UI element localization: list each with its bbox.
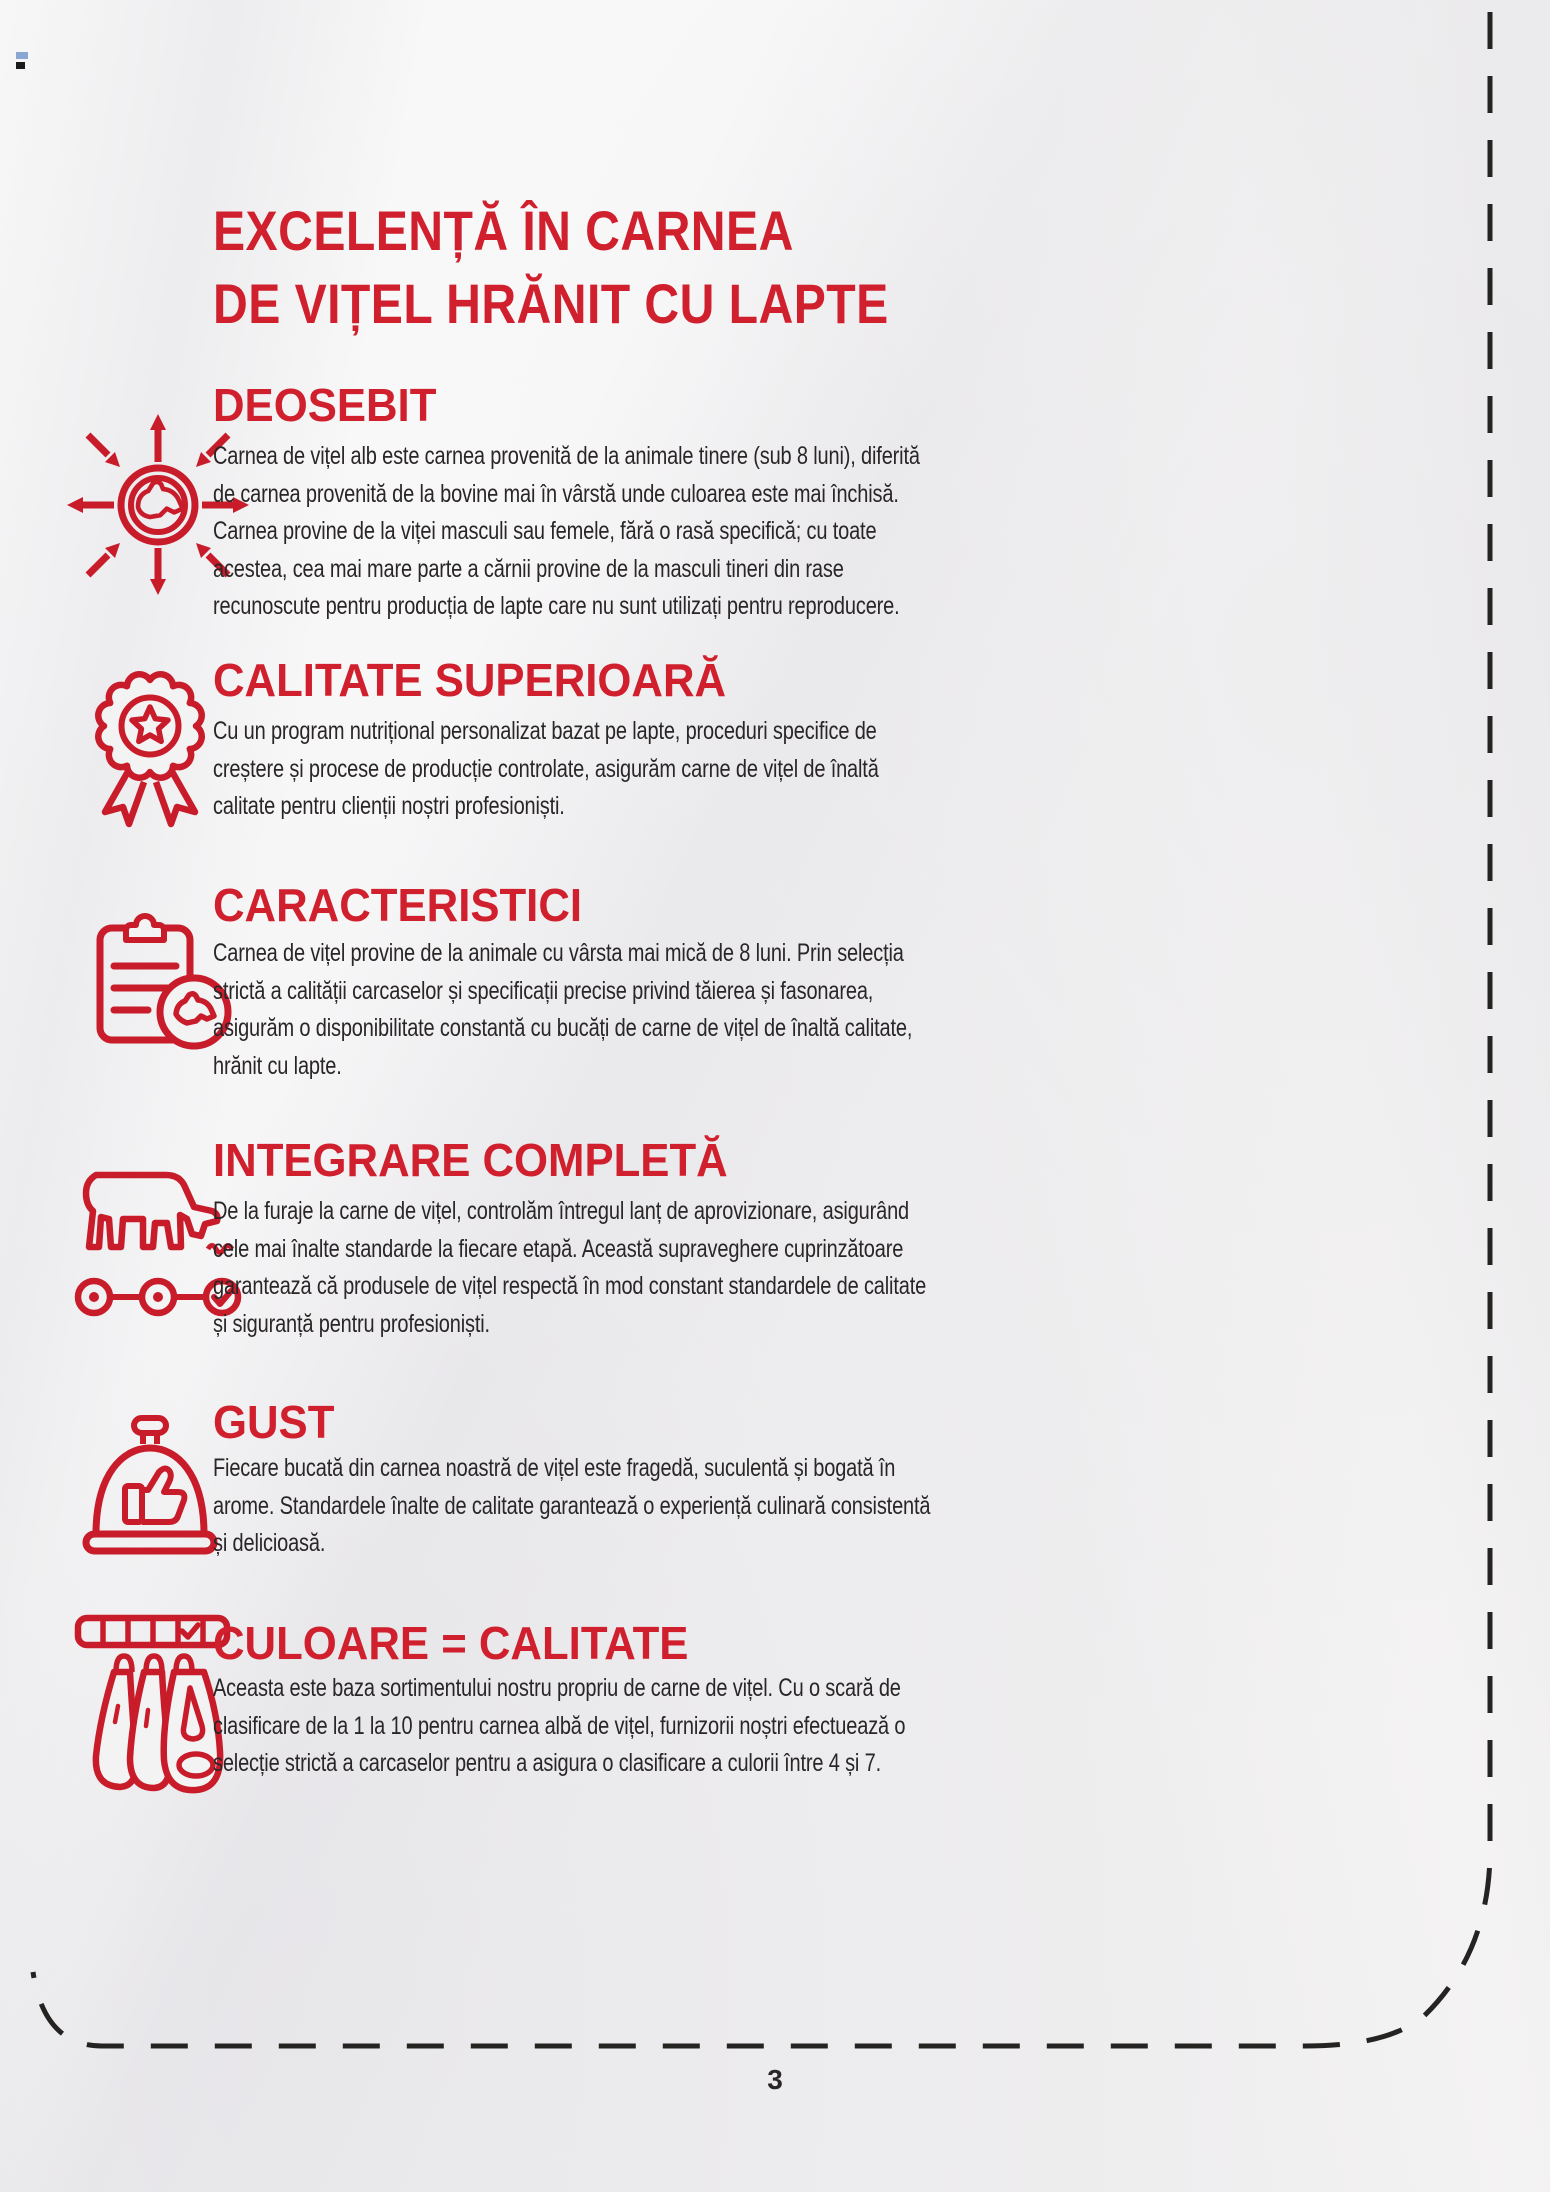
page-title (213, 194, 889, 340)
body-gust: Fiecare bucată din carnea noastră de vițel este fragedă, suculentă și bogată în arome. Standardele înalte de calitate garantează o experiență culinară consistentă și delicioasă. (213, 1454, 931, 1557)
heading-caracteristici: CARACTERISTICI (213, 879, 583, 931)
body-caracteristici: Carnea de vițel provine de la animale cu vârsta mai mică de 8 luni. Prin selecția strictă a calității carcaselor și specificații precise privind tăierea și fasonarea, asigurăm o disponibilitate constantă cu bucăți de carne de vițel de înaltă calitate, hrănit cu lapte. (213, 939, 913, 1080)
page-number: 3 (767, 2064, 783, 2095)
body-integrare-completa: De la furaje la carne de vițel, controlăm întregul lanț de aprovizionare, asigurând cele mai înalte standarde la fiecare etapă. Această supraveghere cuprinzătoare garantează că produsele de vițel respectă în mod constant standardele de calitate și siguranță pentru profesioniști. (213, 1197, 927, 1338)
heading-gust: GUST (213, 1396, 335, 1448)
heading-culoare-calitate: CULOARE = CALITATE (213, 1617, 689, 1669)
body-deosebit: Carnea de vițel alb este carnea provenită de la animale tinere (sub 8 luni), diferită de carnea provenită de la bovine mai în vârstă unde culoarea este mai închisă. Carnea provine de la viței masculi sau femele, fără o rasă specifică; cu toate acestea, cea mai mare parte a cărnii provine de la masculi tineri din rase recunoscute pentru producția de lapte care nu sunt utilizați pentru reproducere. (213, 442, 920, 620)
color-scale-meat-icon (70, 1610, 235, 1802)
heading-integrare-completa: INTEGRARE COMPLETĂ (213, 1134, 728, 1186)
body-calitate-superioara: Cu un program nutrițional personalizat bazat pe lapte, proceduri specifice de creștere și procese de producție controlate, asigurăm carne de vițel de înaltă calitate pentru clienții noștri profesioniști. (213, 717, 879, 820)
cloche-thumbs-up-icon (75, 1412, 225, 1562)
page-title-line1: EXCELENȚĂ ÎN CARNEA (213, 199, 794, 262)
award-rosette-icon (78, 666, 223, 831)
heading-deosebit: DEOSEBIT (213, 379, 437, 431)
heading-calitate-superioara: CALITATE SUPERIOARĂ (213, 654, 727, 706)
page-title-line2: DE VIȚEL HRĂNIT CU LAPTE (213, 272, 889, 335)
body-culoare-calitate: Aceasta este baza sortimentului nostru propriu de carne de vițel. Cu o scară de clasificare de la 1 la 10 pentru carnea albă de vițel, furnizorii noștri efectuează o selecție strictă a carcaselor pentru a asigura o clasificare a culorii între 4 și 7. (213, 1674, 906, 1777)
